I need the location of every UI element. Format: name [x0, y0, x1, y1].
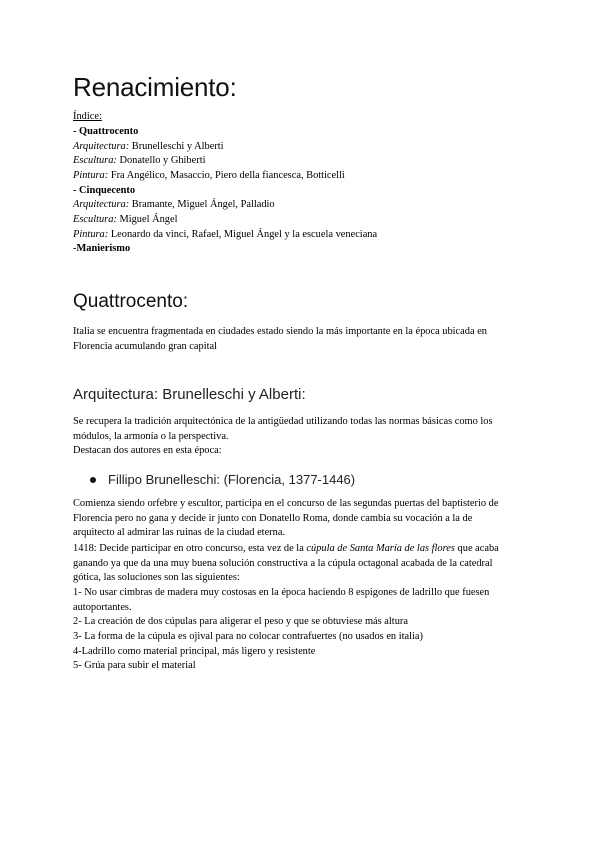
paragraph-line [73, 541, 499, 556]
paragraph-line: 1- No usar cimbras de madera muy costosas en la época haciendo 8 espigones de ladrillo que fuesen [73, 587, 490, 598]
document-title: Renacimiento: [73, 72, 237, 102]
paragraph-line: gótica, las soluciones son las siguientes: [73, 572, 240, 583]
paragraph-line: 2- La creación de dos cúpulas para aligerar el peso y que se obtuviese más altura [73, 616, 408, 627]
index-item-quattrocento: - Quattrocento [73, 126, 139, 137]
paragraph-line: módulos, la armonía o la perspectiva. [73, 431, 229, 442]
index-text: Donatello y Ghiberti [116, 155, 206, 166]
index-label: Arquitectura: [73, 199, 130, 210]
paragraph-line: ganando ya que da una muy buena solución constructiva a la cúpula octagonal acabada de la catedral [73, 558, 493, 569]
paragraph-line: Italia se encuentra fragmentada en ciudades estado siendo la más importante en la época ubicada en [73, 326, 487, 337]
index-text: Fra Angélico, Masaccio, Piero della fiancesca, Botticelli [108, 170, 345, 181]
index-item-pintura-2 [73, 227, 377, 242]
paragraph-line: 4-Ladrillo como material principal, más ligero y resistente [73, 646, 316, 657]
index-item-arquitectura-1 [73, 139, 224, 154]
bullet-icon [90, 477, 96, 483]
paragraph-line: Se recupera la tradición arquitectónica de la antigüedad utilizando todas las normas básicas como los [73, 416, 493, 427]
section-heading-quattrocento: Quattrocento: [73, 291, 189, 312]
text-span: que acaba [454, 543, 499, 554]
paragraph-line: Comienza siendo orfebre y escultor, participa en el concurso de las segundas puertas del baptisterio de [73, 498, 499, 509]
paragraph-line: 5- Grúa para subir el material [73, 660, 196, 671]
index-label: Arquitectura: [73, 141, 130, 152]
index-text: Miguel Ángel [116, 214, 178, 225]
index-label: Escultura: [73, 155, 117, 166]
index-item-cinquecento: - Cinquecento [73, 185, 136, 196]
italic-span: cúpula de Santa María de las flores [306, 543, 455, 554]
paragraph-line: Florencia pero no gana y decide ir junto con Donatello Roma, donde cambia su vocación a la de [73, 513, 473, 524]
index-item-escultura-2 [73, 212, 177, 227]
index-text: Bramante, Miguel Ángel, Palladio [129, 199, 275, 210]
index-item-pintura-1 [73, 168, 345, 183]
paragraph-line: Destacan dos autores en esta época: [73, 445, 222, 456]
index-heading: Índice: [73, 111, 102, 122]
index-item-escultura-1 [73, 153, 205, 168]
paragraph-line: autoportantes. [73, 602, 132, 613]
index-label: Escultura: [73, 214, 117, 225]
index-label: Pintura: [73, 170, 109, 181]
paragraph-line: Florencia acumulando gran capital [73, 341, 217, 352]
paragraph-line: 3- La forma de la cúpula es ojival para no colocar contrafuertes (no usados en italia) [73, 631, 423, 642]
bullet-item [90, 472, 355, 487]
text-span: 1418: Decide participar en otro concurso, esta vez de la [73, 543, 307, 554]
bullet-text: Fillipo Brunelleschi: (Florencia, 1377-1446) [108, 472, 356, 487]
index-item-manierismo: -Manierismo [73, 243, 131, 254]
index-text: Brunelleschi y Alberti [129, 141, 224, 152]
section-heading-arquitectura: Arquitectura: Brunelleschi y Alberti: [73, 386, 306, 403]
index-text: Leonardo da vinci, Rafael, Miguel Ángel y la escuela veneciana [108, 229, 378, 240]
index-item-arquitectura-2 [73, 197, 275, 212]
paragraph-line: arquitecto al admirar las ruinas de la ciudad eterna. [73, 527, 286, 538]
index-label: Pintura: [73, 229, 109, 240]
